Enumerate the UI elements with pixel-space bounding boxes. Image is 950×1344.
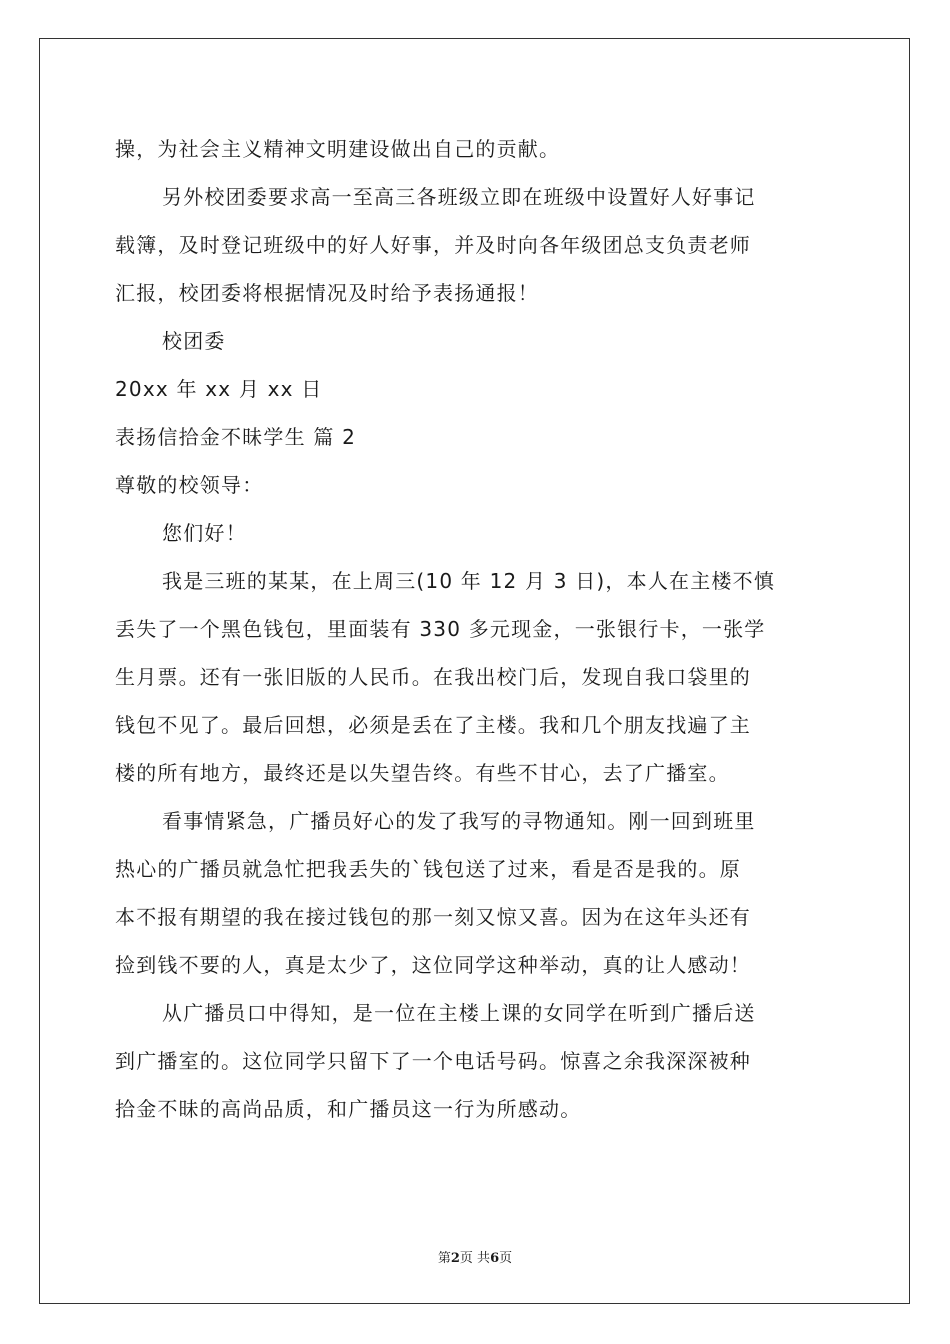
footer-page-mid: 页 共	[459, 1251, 491, 1266]
footer-page-total: 6	[490, 1251, 500, 1266]
text-line: 汇报，校团委将根据情况及时给予表扬通报！	[115, 281, 539, 305]
text-line: 钱包不见了。最后回想，必须是丢在了主楼。我和几个朋友找遍了主	[115, 713, 751, 737]
text-line: 丢失了一个黑色钱包，里面装有 330 多元现金，一张银行卡，一张学	[115, 617, 766, 641]
text-line: 本不报有期望的我在接过钱包的那一刻又惊又喜。因为在这年头还有	[115, 905, 751, 929]
signature-line: 校团委	[162, 329, 226, 353]
greeting: 您们好！	[162, 521, 247, 545]
text-line: 到广播室的。这位同学只留下了一个电话号码。惊喜之余我深深被种	[115, 1049, 751, 1073]
footer-page-prefix: 第	[437, 1251, 451, 1266]
text-line: 楼的所有地方，最终还是以失望告终。有些不甘心，去了广播室。	[115, 761, 730, 785]
salutation: 尊敬的校领导：	[115, 473, 264, 497]
text-line: 我是三班的某某，在上周三(10 年 12 月 3 日)，本人在主楼不慎	[162, 569, 776, 593]
text-line: 操，为社会主义精神文明建设做出自己的贡献。	[115, 137, 561, 161]
text-line: 热心的广播员就急忙把我丢失的`钱包送了过来，看是否是我的。原	[115, 857, 741, 881]
text-line: 从广播员口中得知，是一位在主楼上课的女同学在听到广播后送	[162, 1001, 756, 1025]
page-footer	[0, 1247, 950, 1266]
footer-page-suffix: 页	[499, 1251, 513, 1266]
text-line: 看事情紧急，广播员好心的发了我写的寻物通知。刚一回到班里	[162, 809, 756, 833]
section-title: 表扬信拾金不昧学生 篇 2	[115, 425, 357, 449]
text-line: 载簿，及时登记班级中的好人好事，并及时向各年级团总支负责老师	[115, 233, 751, 257]
text-line: 拾金不昧的高尚品质，和广播员这一行为所感动。	[115, 1097, 582, 1121]
text-line: 捡到钱不要的人，真是太少了，这位同学这种举动，真的让人感动！	[115, 953, 751, 977]
document-body	[115, 125, 833, 1133]
date-line: 20xx 年 xx 月 xx 日	[115, 377, 323, 401]
footer-page-current: 2	[450, 1251, 460, 1266]
text-line: 另外校团委要求高一至高三各班级立即在班级中设置好人好事记	[162, 185, 756, 209]
text-line: 生月票。还有一张旧版的人民币。在我出校门后，发现自我口袋里的	[115, 665, 751, 689]
